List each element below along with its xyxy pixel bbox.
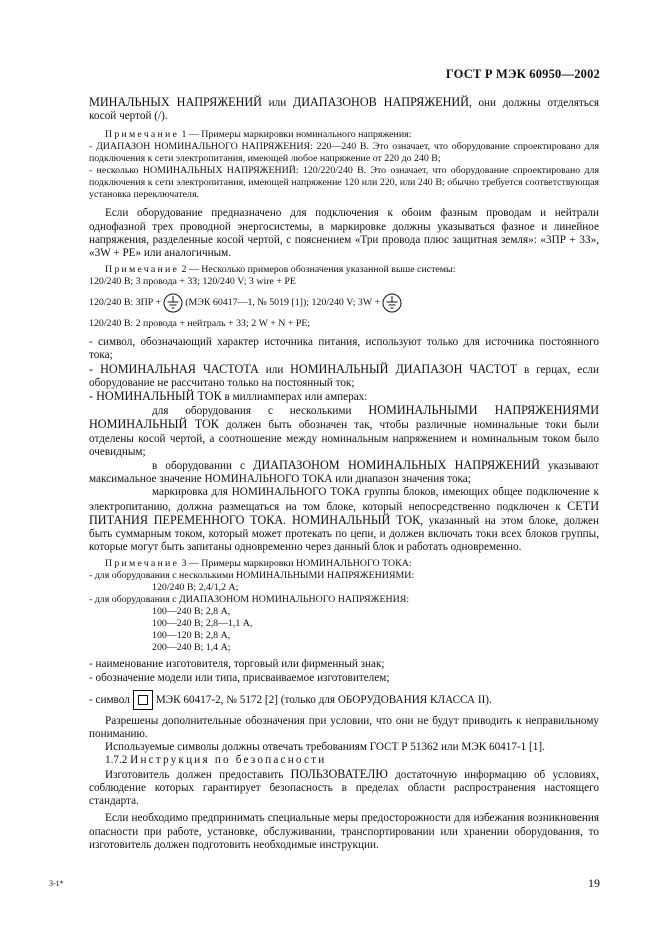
protective-earth-icon [163, 293, 183, 313]
section-heading-1-7-2: 1.7.2 Инструкция по безопасности [105, 754, 327, 767]
bullet-manufacturer-name: - наименование изготовителя, торговый или фирменный знак; [89, 658, 385, 671]
current-rule-1: для оборудования с несколькими НОМИНАЛЬНЫМИ НАПРЯЖЕНИЯМИ НОМИНАЛЬНЫЙ ТОК должен быть обозначен так, чтобы различные номинальные токи были отделены косой чертой, а соотношение между номинальным напряжением и номинальным током было очевидным; [89, 403, 599, 458]
note-3-value: 200—240 В; 1,4 А; [152, 642, 231, 654]
note-3-item-1: - для оборудования с несколькими НОМИНАЛЬНЫМИ НАПРЯЖЕНИЯМИ: [89, 570, 415, 582]
document-body [89, 96, 599, 852]
note-2-line-1: 120/240 В; 3 провода + 3З; 120/240 V; 3 wire + PE [89, 276, 296, 288]
note-2-line-3: 120/240 В: 2 провода + нейтраль + 3З; 2 W + N + PE; [89, 318, 311, 330]
note-1-heading: Примечание 1 — Примеры маркировки номинального напряжения: [105, 129, 412, 141]
paragraph-3: Разрешены дополнительные обозначения при условии, что они не будут приводить к неправильному пониманию. [89, 714, 599, 741]
page-header-title: ГОСТ Р МЭК 60950—2002 [445, 67, 600, 81]
note-1-item-1: - ДИАПАЗОН НОМИНАЛЬНОГО НАПРЯЖЕНИЯ: 220—240 В. Это означает, что оборудование спроектировано для подключения к сети электропитания, имеющей любое напряжение от 220 до 240 В; [89, 141, 599, 165]
note-3-value: 100—240 В; 2,8 А, [152, 606, 231, 618]
bullet-class-ii-symbol: - символ МЭК 60417-2, № 5172 [2] (только для ОБОРУДОВАНИЯ КЛАССА II). [89, 689, 599, 711]
note-3-item-2: - для оборудования с ДИАПАЗОНОМ НОМИНАЛЬНОГО НАПРЯЖЕНИЯ: [89, 594, 410, 606]
paragraph-2: Если оборудование предназначено для подключения к обоим фазным проводам и нейтрали однофазной трех проводной энергосистемы, в маркировке должны указываться фазное и линейное напряжения, разделенные косой чертой, с пояснением «Три провода плюс защитная земля»: «3ПР + 3З», «3W + PE» или аналогичным. [89, 207, 599, 260]
page-number: 19 [588, 876, 600, 890]
note-3-value: 100—120 В; 2,8 А, [152, 630, 231, 642]
note-1-item-2: - несколько НОМИНАЛЬНЫХ НАПРЯЖЕНИЙ: 120/220/240 В. Это означает, что оборудование спроектировано для подключения к сети электропитания, имеющей напряжение 120 или 220, или 240 В; обычно требуется соответствующая установка переключателя. [89, 165, 599, 201]
paragraph-4: Используемые символы должны отвечать требованиям ГОСТ Р 51362 или МЭК 60417-1 [1]. [105, 741, 545, 754]
paragraph-1: МИНАЛЬНЫХ НАПРЯЖЕНИЙ или ДИАПАЗОНОВ НАПРЯЖЕНИЙ, они должны отделяться косой чертой (/). [89, 95, 599, 123]
note-3-heading: Примечание 3 — Примеры маркировки НОМИНАЛЬНОГО ТОКА: [105, 558, 412, 570]
bullet-rated-current: - НОМИНАЛЬНЫЙ ТОК в миллиамперах или амперах: [89, 389, 368, 404]
bullet-supply-symbol: - символ, обозначающий характер источника питания, используют только для источника постоянного тока; [89, 336, 599, 362]
protective-earth-icon [382, 293, 402, 313]
current-rule-2: в оборудовании с ДИАПАЗОНОМ НОМИНАЛЬНЫХ НАПРЯЖЕНИЙ указывают максимальное значение НОМИНАЛЬНОГО ТОКА или диапазон значения тока; [89, 458, 599, 486]
bullet-model: - обозначение модели или типа, присваиваемое изготовителем; [89, 671, 390, 684]
current-rule-3: маркировка для НОМИНАЛЬНОГО ТОКА группы блоков, имеющих общее подключение к электропитанию, должна размещаться на том блоке, который непосредственно подключен к СЕТИ ПИТАНИЯ ПЕРЕМЕННОГО ТОКА. НОМИНАЛЬНЫЙ ТОК, указанный на этом блоке, должен быть суммарным током, который может протекать по цепи, и должен включать токи всех блоков группы, которые могут быть запитаны одновременно через данный блок и работать одновременно. [89, 486, 599, 554]
note-2-line-2: 120/240 В: 3ПР + (МЭК 60417—1, № 5019 [1]); 120/240 V; 3W + [89, 292, 599, 314]
note-2-heading: Примечание 2 — Несколько примеров обозначения указанной выше системы: [105, 264, 456, 276]
class-ii-double-square-icon [133, 690, 153, 710]
note-3-value: 100—240 В; 2,8—1,1 А, [152, 618, 253, 630]
footer-signature: 3-1* [49, 879, 64, 888]
paragraph-5: Изготовитель должен предоставить ПОЛЬЗОВАТЕЛЮ достаточную информацию об условиях, соблюдение которых гарантирует безопасность в пределах области распространения настоящего стандарта. [89, 766, 599, 808]
paragraph-6: Если необходимо предпринимать специальные меры предосторожности для избежания возникновения опасности при работе, установке, обслуживании, транспортировании или хранении оборудования, то изготовитель должен подготовить необходимые инструкции. [89, 812, 599, 851]
bullet-rated-frequency: - НОМИНАЛЬНАЯ ЧАСТОТА или НОМИНАЛЬНЫЙ ДИАПАЗОН ЧАСТОТ в герцах, если оборудование не рассчитано только на постоянный ток; [89, 361, 599, 389]
note-3-value: 120/240 В; 2,4/1,2 А; [152, 582, 239, 594]
